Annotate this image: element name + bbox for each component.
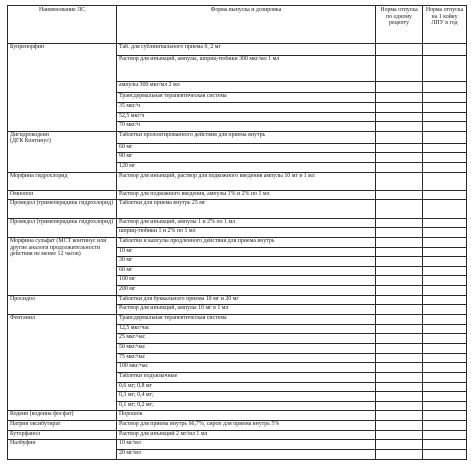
- norm-recipe-cell: [376, 411, 423, 421]
- norm-bed-cell: [423, 93, 467, 103]
- norm-bed-cell: [423, 363, 467, 373]
- norm-bed-cell: [423, 153, 467, 163]
- drug-name-cell: Промедол (тримеперидина гидрохлорид): [8, 200, 117, 218]
- norm-bed-cell: [423, 257, 467, 267]
- norm-recipe-cell: [376, 324, 423, 334]
- dosage-form-cell: 120 мг: [117, 162, 376, 172]
- table-row: [8, 295, 467, 305]
- dosage-form-cell: 70 мкг/ч: [117, 122, 376, 132]
- norm-recipe-cell: [376, 401, 423, 411]
- norm-recipe-cell: [376, 257, 423, 267]
- norm-recipe-cell: [376, 382, 423, 392]
- norm-bed-cell: [423, 112, 467, 122]
- dosage-form-cell: Раствор для подкожного введения, ампулы 1% и 2% по 1 мл: [117, 190, 376, 200]
- dosage-form-cell: Раствор для инъекций, ампулы 1 и 2% по 1 мл: [117, 218, 376, 228]
- drug-name-cell: Буторфанол: [8, 430, 117, 440]
- norm-recipe-cell: [376, 334, 423, 344]
- dosage-form-cell: Раствор для инъекций, ампулы 10 мг в 1 мл: [117, 305, 376, 315]
- norm-recipe-cell: [376, 112, 423, 122]
- norm-bed-cell: [423, 315, 467, 325]
- norm-recipe-cell: [376, 295, 423, 305]
- narcotics-table: [7, 5, 467, 460]
- norm-bed-cell: [423, 228, 467, 238]
- norm-bed-cell: [423, 266, 467, 276]
- table-row: [8, 440, 467, 450]
- norm-bed-cell: [423, 334, 467, 344]
- norm-bed-cell: [423, 305, 467, 315]
- norm-recipe-cell: [376, 93, 423, 103]
- norm-recipe-cell: [376, 421, 423, 431]
- drug-name-cell: Дигидрокодеин (ДГК Континус): [8, 131, 117, 172]
- norm-recipe-cell: [376, 55, 423, 81]
- norm-recipe-cell: [376, 172, 423, 190]
- dosage-form-cell: Таб. для сублингвального приема 0, 2 мг: [117, 44, 376, 56]
- norm-bed-cell: [423, 411, 467, 421]
- dosage-form-cell: 10 мг: [117, 247, 376, 257]
- dosage-form-cell: 0,1 мг; 0,2 мг;: [117, 401, 376, 411]
- norm-bed-cell: [423, 218, 467, 228]
- dosage-form-cell: 75 мкг/час: [117, 353, 376, 363]
- norm-bed-cell: [423, 44, 467, 56]
- norm-recipe-cell: [376, 153, 423, 163]
- table-row: [8, 172, 467, 190]
- dosage-form-cell: 30 мг: [117, 257, 376, 267]
- norm-bed-cell: [423, 372, 467, 382]
- dosage-form-cell: Таблетки пролонгированного действия для приема внутрь: [117, 131, 376, 143]
- norm-bed-cell: [423, 343, 467, 353]
- dosage-form-cell: 60 мг: [117, 266, 376, 276]
- drug-name-cell: Просидол: [8, 295, 117, 314]
- dosage-form-cell: ампулы 300 мкг/мл 2 мл: [117, 81, 376, 93]
- norm-recipe-cell: [376, 131, 423, 143]
- norm-recipe-cell: [376, 372, 423, 382]
- table-row: [8, 218, 467, 228]
- dosage-form-cell: Трансдермальная терапевтическая система: [117, 93, 376, 103]
- drug-name-cell: Промедол (тримеперидина гидрохлорид): [8, 218, 117, 237]
- norm-recipe-cell: [376, 162, 423, 172]
- drug-name-cell: Натрия оксибутират: [8, 421, 117, 431]
- dosage-form-cell: шприц-тюбики 1 и 2% по 1 мл: [117, 228, 376, 238]
- norm-bed-cell: [423, 324, 467, 334]
- norm-bed-cell: [423, 440, 467, 450]
- norm-bed-cell: [423, 55, 467, 81]
- norm-recipe-cell: [376, 143, 423, 153]
- norm-bed-cell: [423, 421, 467, 431]
- norm-recipe-cell: [376, 430, 423, 440]
- norm-recipe-cell: [376, 353, 423, 363]
- norm-recipe-cell: [376, 343, 423, 353]
- norm-recipe-cell: [376, 440, 423, 450]
- norm-recipe-cell: [376, 190, 423, 200]
- table-row: [8, 200, 467, 218]
- norm-bed-cell: [423, 143, 467, 153]
- dosage-form-cell: 20 мг/мл: [117, 450, 376, 460]
- dosage-form-cell: Таблетки подъязычные: [117, 372, 376, 382]
- table-row: [8, 315, 467, 325]
- drug-name-cell: Налбуфин: [8, 440, 117, 460]
- dosage-form-cell: 0,6 мг; 0,8 мг: [117, 382, 376, 392]
- norm-recipe-cell: [376, 450, 423, 460]
- norm-recipe-cell: [376, 305, 423, 315]
- table-row: [8, 421, 467, 431]
- dosage-form-cell: Трансдермальная терапевтическая система: [117, 315, 376, 325]
- dosage-form-cell: Раствор для инъекций, ампулы, шприц-тюбики 300 мкг/мл 1 мл: [117, 55, 376, 81]
- dosage-form-cell: Таблетки для буккального приема 10 мг и 20 мг: [117, 295, 376, 305]
- dosage-form-cell: Раствор для приема внутрь 66,7%, сироп для приема внутрь 5%: [117, 421, 376, 431]
- drug-name-cell: Бупренорфин: [8, 44, 117, 132]
- header-norm-recipe: Норма отпуска по одному рецепту: [376, 6, 423, 44]
- header-name: Наименование ЛС: [8, 6, 117, 44]
- drug-name-cell: Морфина гидрохлорид: [8, 172, 117, 190]
- table-row: [8, 237, 467, 247]
- norm-bed-cell: [423, 190, 467, 200]
- norm-bed-cell: [423, 430, 467, 440]
- drug-name-cell: Фентанил: [8, 315, 117, 411]
- norm-recipe-cell: [376, 286, 423, 296]
- dosage-form-cell: 35 мкг/ч: [117, 102, 376, 112]
- dosage-form-cell: 50 мкг/час: [117, 343, 376, 353]
- norm-bed-cell: [423, 401, 467, 411]
- dosage-form-cell: 0,3 мг; 0,4 мг;: [117, 392, 376, 402]
- dosage-form-cell: 60 мг: [117, 143, 376, 153]
- norm-bed-cell: [423, 353, 467, 363]
- norm-recipe-cell: [376, 200, 423, 218]
- dosage-form-cell: 10 мг/мл: [117, 440, 376, 450]
- norm-bed-cell: [423, 122, 467, 132]
- norm-bed-cell: [423, 450, 467, 460]
- norm-bed-cell: [423, 382, 467, 392]
- dosage-form-cell: Раствор для инъекций, раствор для подкожного введения ампулы 10 мг в 1 мл: [117, 172, 376, 190]
- norm-recipe-cell: [376, 122, 423, 132]
- norm-recipe-cell: [376, 276, 423, 286]
- norm-recipe-cell: [376, 247, 423, 257]
- dosage-form-cell: Таблетки и капсулы продленного действия для приема внутрь: [117, 237, 376, 247]
- norm-bed-cell: [423, 247, 467, 257]
- dosage-form-cell: 12,5 мкг/час: [117, 324, 376, 334]
- dosage-form-cell: Таблетки для приема внутрь 25 мг: [117, 200, 376, 218]
- norm-bed-cell: [423, 81, 467, 93]
- norm-recipe-cell: [376, 218, 423, 228]
- drug-name-cell: Морфина сульфат (МСТ континус или другие аналоги продолжительности действия не менее 12 часов): [8, 237, 117, 295]
- norm-recipe-cell: [376, 315, 423, 325]
- dosage-form-cell: 100 мг: [117, 276, 376, 286]
- norm-recipe-cell: [376, 392, 423, 402]
- dosage-form-cell: 100 мкг/час: [117, 363, 376, 373]
- dosage-form-cell: 90 мг: [117, 153, 376, 163]
- table-row: [8, 190, 467, 200]
- norm-bed-cell: [423, 200, 467, 218]
- norm-recipe-cell: [376, 237, 423, 247]
- norm-bed-cell: [423, 392, 467, 402]
- header-row: [8, 6, 467, 44]
- norm-recipe-cell: [376, 228, 423, 238]
- norm-bed-cell: [423, 276, 467, 286]
- drug-name-cell: Кодеин (кодеина фосфат): [8, 411, 117, 421]
- dosage-form-cell: 25 мкг/час: [117, 334, 376, 344]
- dosage-form-cell: 200 мг: [117, 286, 376, 296]
- norm-recipe-cell: [376, 44, 423, 56]
- table-body: [8, 44, 467, 460]
- header-form: Форма выпуска и дозировка: [117, 6, 376, 44]
- norm-bed-cell: [423, 131, 467, 143]
- norm-bed-cell: [423, 237, 467, 247]
- norm-bed-cell: [423, 102, 467, 112]
- table-row: [8, 430, 467, 440]
- dosage-form-cell: Раствор для инъекций 2 мг/мл 1 мл: [117, 430, 376, 440]
- dosage-form-cell: 52,5 мкг/ч: [117, 112, 376, 122]
- header-norm-bed: Норма отпуска на 1 койку ЛПУ в год: [423, 6, 467, 44]
- norm-recipe-cell: [376, 102, 423, 112]
- norm-bed-cell: [423, 162, 467, 172]
- drug-name-cell: Омнопон: [8, 190, 117, 200]
- dosage-form-cell: Порошок: [117, 411, 376, 421]
- table-row: [8, 131, 467, 143]
- table-row: [8, 411, 467, 421]
- norm-bed-cell: [423, 295, 467, 305]
- table-row: [8, 44, 467, 56]
- norm-recipe-cell: [376, 266, 423, 276]
- norm-recipe-cell: [376, 363, 423, 373]
- norm-recipe-cell: [376, 81, 423, 93]
- norm-bed-cell: [423, 286, 467, 296]
- norm-bed-cell: [423, 172, 467, 190]
